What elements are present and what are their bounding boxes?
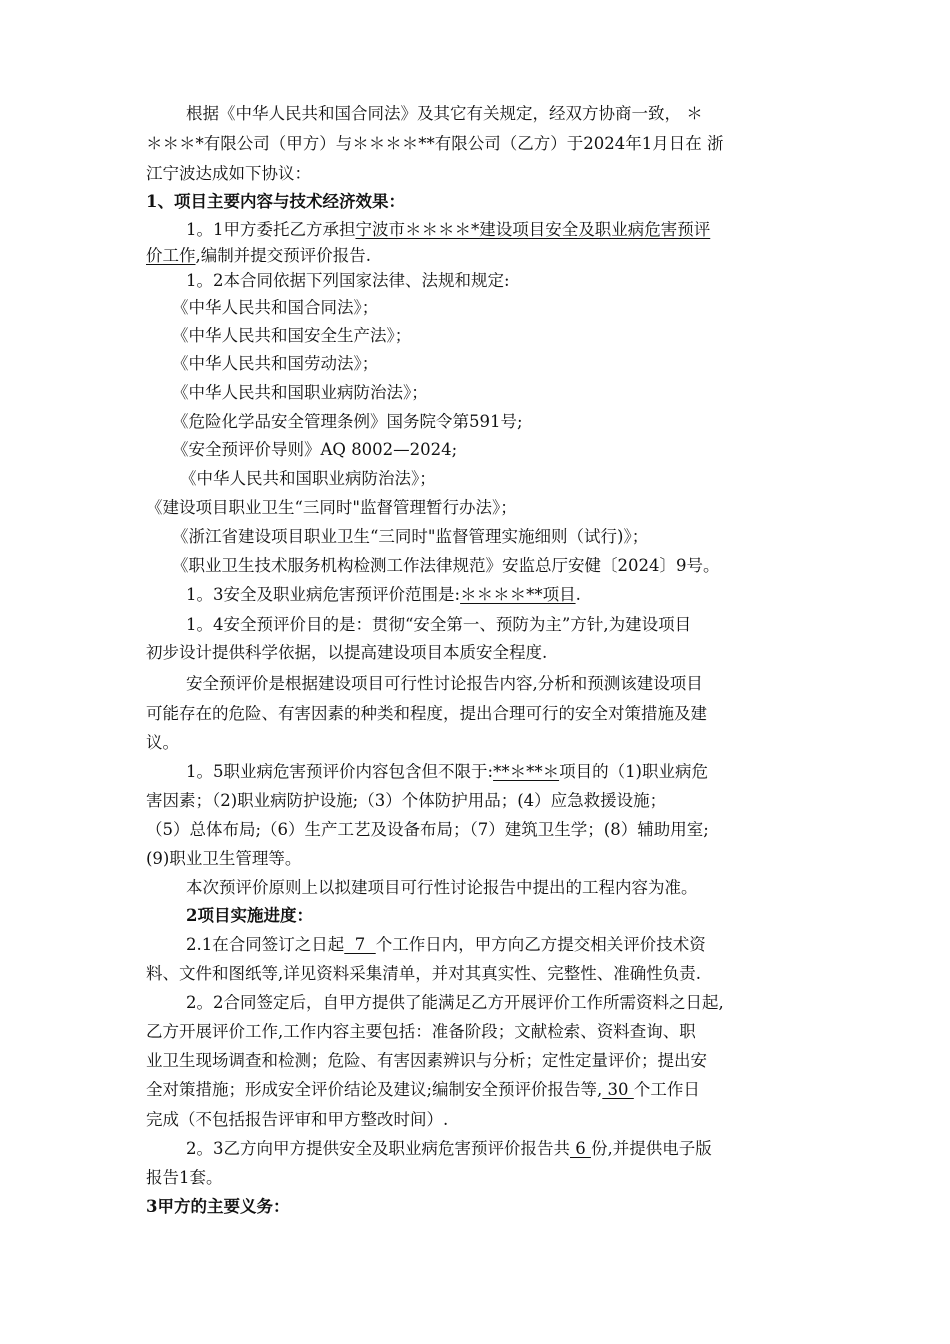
intro-line-3: 江宁波达成如下协议： [146, 164, 311, 183]
item-2-2-prefix: 全对策措施；形成安全评价结论及建议;编制安全预评价报告等, [146, 1080, 603, 1099]
intro-line-2: ＊＊＊*有限公司（甲方）与＊＊＊＊**有限公司（乙方）于2024年1月日在 浙 [146, 134, 724, 153]
item-2-3-copies: 6 [570, 1139, 591, 1158]
item-2-3-prefix: 2。3乙方向甲方提供安全及职业病危害预评价报告共 [186, 1139, 570, 1158]
item-1-5-project: **＊**＊ [493, 762, 560, 781]
item-2-1-rest: 个工作日内，甲方向乙方提交相关评价技术资 [375, 935, 706, 954]
item-1-3-scope: ＊＊＊＊**项目 [460, 585, 576, 604]
law-item: 《中华人民共和国劳动法》； [172, 354, 379, 373]
item-1-5-line-4: (9)职业卫生管理等。 [146, 849, 302, 868]
intro-line-1: 根据《中华人民共和国合同法》及其它有关规定，经双方协商一致， ＊ [186, 104, 703, 123]
item-2-2-line-3: 业卫生现场调查和检测；危险、有害因素辨识与分析；定性定量评价；提出安 [146, 1051, 707, 1070]
principle-line: 本次预评价原则上以拟建项目可行性讨论报告中提出的工程内容为准。 [186, 878, 698, 897]
item-2-1-days: 7 [344, 935, 376, 954]
section-3-heading: 3甲方的主要义务： [146, 1197, 290, 1216]
item-2-2-line-4 [146, 1078, 700, 1102]
item-1-5-line-2: 害因素；（2)职业病防护设施;（3）个体防护用品；(4）应急救援设施； [146, 791, 667, 810]
item-1-5-line-3: （5）总体布局;（6）生产工艺及设备布局；（7）建筑卫生学；(8）辅助用室; [146, 820, 709, 839]
paragraph-line-1: 安全预评价是根据建设项目可行性讨论报告内容,分析和预测该建设项目 [186, 674, 703, 693]
item-2-2-line-1: 2。2合同签定后，自甲方提供了能满足乙方开展评价工作所需资料之日起, [186, 993, 724, 1012]
item-2-1-line-2: 料、文件和图纸等,详见资料采集清单，并对其真实性、完整性、准确性负责. [146, 964, 701, 983]
law-item: 《中华人民共和国职业病防治法》； [172, 383, 428, 402]
item-2-2-rest: 个工作日 [633, 1080, 700, 1099]
item-1-1-prefix: 1。1甲方委托乙方承担 [186, 220, 356, 239]
item-2-3-line-2: 报告1套。 [146, 1168, 223, 1187]
item-1-5-rest: 项目的（1)职业病危 [559, 762, 708, 781]
section-2-heading: 2项目实施进度： [186, 906, 313, 925]
item-1-3-prefix: 1。3安全及职业病危害预评价范围是: [186, 585, 461, 604]
item-1-1-project-name-cont: 价工作 [146, 246, 196, 265]
item-1-2: 1。2本合同依据下列国家法律、法规和规定: [186, 271, 510, 290]
item-2-2-days: 30 [602, 1080, 634, 1099]
law-item: 《建设项目职业卫生“三同时"监督管理暂行办法》； [146, 498, 517, 517]
item-2-1-prefix: 2.1在合同签订之日起 [186, 935, 345, 954]
item-1-4-line-2: 初步设计提供科学依据，以提高建设项目本质安全程度. [146, 643, 548, 662]
item-1-1-line-2 [146, 244, 371, 268]
item-2-3-rest: 份,并提供电子版 [591, 1139, 712, 1158]
paragraph-line-3: 议。 [146, 733, 179, 752]
item-1-5-prefix: 1。5职业病危害预评价内容包含但不限于: [186, 762, 494, 781]
law-item: 《浙江省建设项目职业卫生“三同时"监督管理实施细则（试行)》； [172, 527, 649, 546]
item-2-3-line-1 [186, 1137, 712, 1161]
paragraph-line-2: 可能存在的危险、有害因素的种类和程度，提出合理可行的安全对策措施及建 [146, 704, 707, 723]
law-item: 《职业卫生技术服务机构检测工作法律规范》安监总厅安健〔2024〕9号。 [172, 556, 720, 575]
item-2-2-line-5: 完成（不包括报告评审和甲方整改时间）. [146, 1110, 449, 1129]
law-item: 《中华人民共和国职业病防治法》； [180, 469, 436, 488]
law-item: 《安全预评价导则》AQ 8002—2024; [172, 440, 458, 459]
item-1-5-line-1 [186, 760, 708, 784]
law-item: 《危险化学品安全管理条例》国务院令第591号; [172, 412, 523, 431]
item-2-1-line-1 [186, 933, 706, 957]
item-1-1-line-1 [186, 218, 710, 242]
item-1-3-suffix: . [575, 585, 581, 604]
item-1-1-project-name: 宁波市＊＊＊＊*建设项目安全及职业病危害预评 [355, 220, 711, 239]
law-item: 《中华人民共和国安全生产法》； [172, 326, 412, 345]
law-item: 《中华人民共和国合同法》； [172, 298, 379, 317]
item-1-1-rest: ,编制并提交预评价报告. [195, 246, 371, 265]
item-1-4-line-1: 1。4安全预评价目的是：贯彻“安全第一、预防为主”方针,为建设项目 [186, 615, 692, 634]
item-1-3 [186, 583, 581, 607]
item-2-2-line-2: 乙方开展评价工作,工作内容主要包括：准备阶段；文献检索、资料查询、职 [146, 1022, 696, 1041]
section-1-heading: 1、项目主要内容与技术经济效果： [146, 192, 405, 211]
